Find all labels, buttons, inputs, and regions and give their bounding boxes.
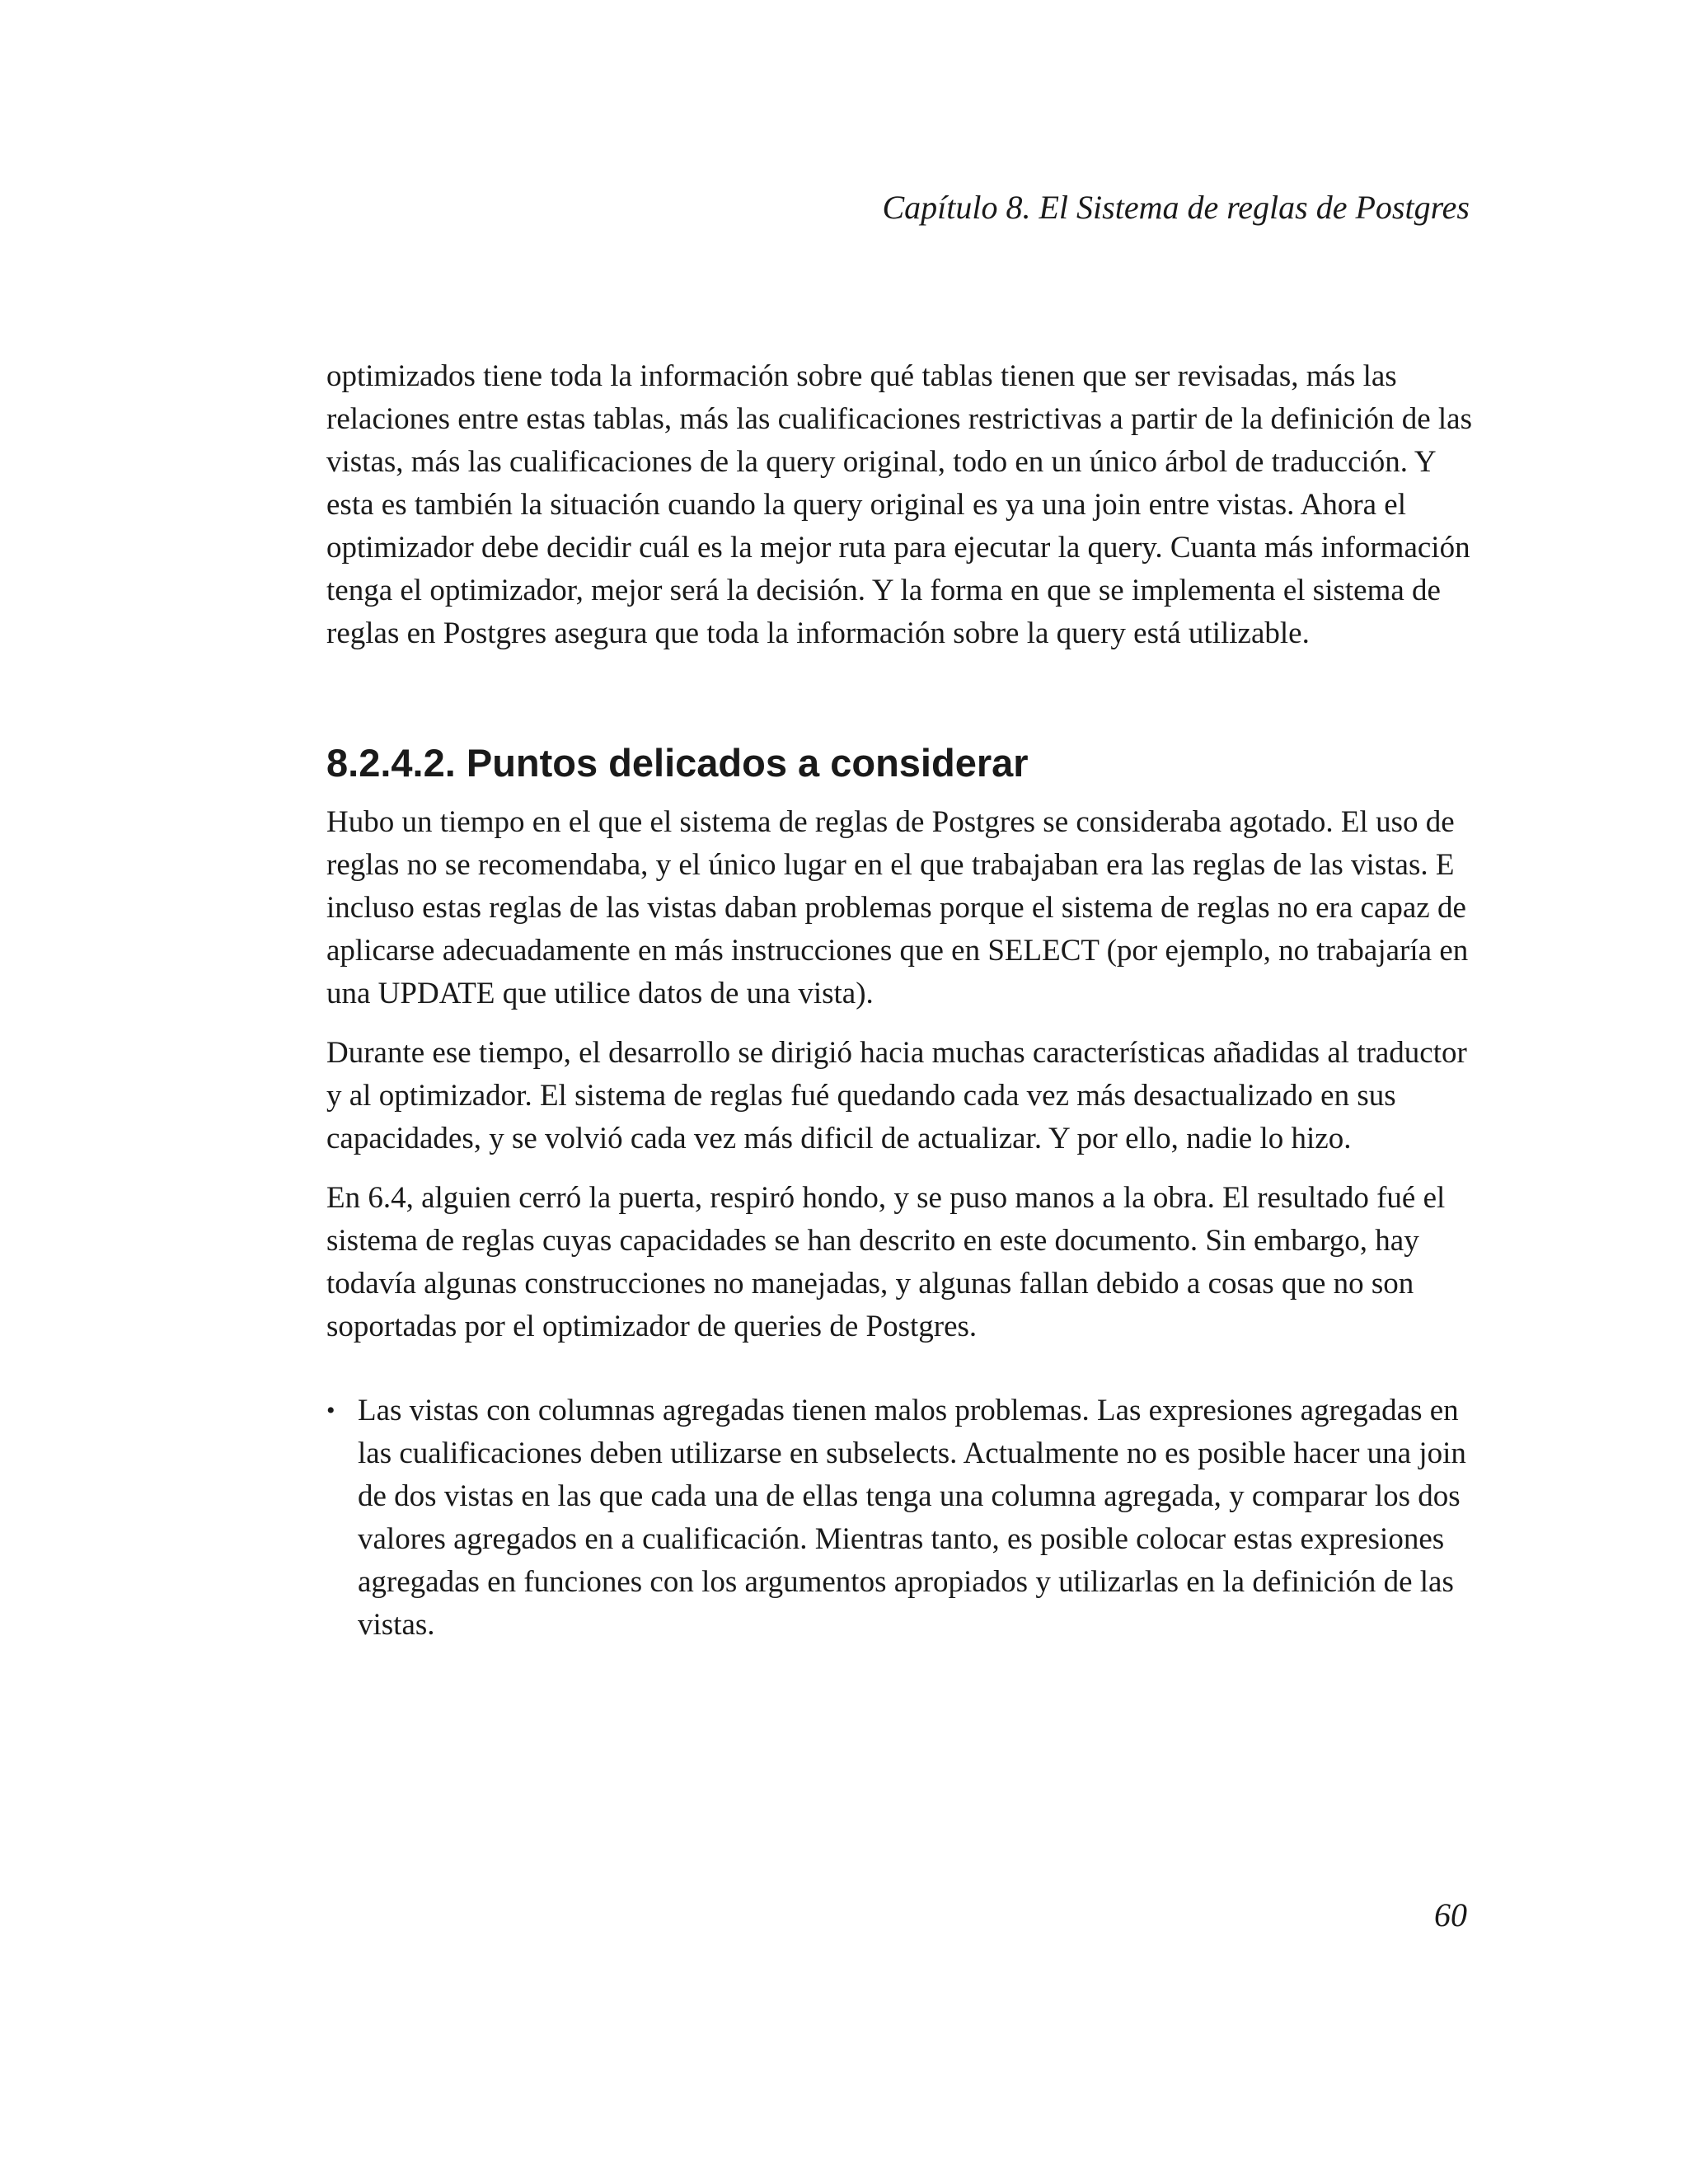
bullet-list	[326, 1390, 1480, 1647]
list-item	[326, 1390, 1480, 1647]
section-title: 8.2.4.2. Puntos delicados a considerar	[326, 741, 1029, 785]
intro-paragraph: optimizados tiene toda la información sobre qué tablas tienen que ser revisadas, más las relaciones entre estas tablas, más las cualificaciones restrictivas a partir de la definición de las vistas, más las cualificaciones de la query original, todo en un único árbol de traducción. Y esta es también la situación cuando la query original es ya una join entre vistas. Ahora el optimizador debe decidir cuál es la mejor ruta para ejecutar la query. Cuanta más información tenga el optimizador, mejor será la decisión. Y la forma en que se implementa el sistema de reglas en Postgres asegura que toda la información sobre la query está utilizable.	[326, 359, 1472, 650]
body-paragraph-2: Durante ese tiempo, el desarrollo se dirigió hacia muchas características añadidas al traductor y al optimizador. El sistema de reglas fué quedando cada vez más desactualizado en sus capacidades, y se volvió cada vez más dificil de actualizar. Y por ello, nadie lo hizo.	[326, 1036, 1467, 1155]
page-number: 60	[1434, 1896, 1467, 1933]
page-content	[326, 355, 1480, 1647]
body-paragraph-3: En 6.4, alguien cerró la puerta, respiró hondo, y se puso manos a la obra. El resultado fué el sistema de reglas cuyas capacidades se han descrito en este documento. Sin embargo, hay todavía algunas construcciones no manejadas, y algunas fallan debido a cosas que no son soportadas por el optimizador de queries de Postgres.	[326, 1181, 1446, 1343]
list-item-text: Las vistas con columnas agregadas tienen malos problemas. Las expresiones agregadas en las cualificaciones deben utilizarse en subselects. Actualmente no es posible hacer una join de dos vistas en las que cada una de ellas tenga una columna agregada, y comparar los dos valores agregados en a cualificación. Mientras tanto, es posible colocar estas expresiones agregadas en funciones con los argumentos apropiados y utilizarlas en la definición de las vistas.	[358, 1394, 1466, 1642]
bullet-icon: •	[326, 1397, 335, 1424]
body-paragraph-1: Hubo un tiempo en el que el sistema de reglas de Postgres se consideraba agotado. El uso de reglas no se recomendaba, y el único lugar en el que trabajaban era las reglas de las vistas. E incluso estas reglas de las vistas daban problemas porque el sistema de reglas no era capaz de aplicarse adecuadamente en más instrucciones que en SELECT (por ejemplo, no trabajaría en una UPDATE que utilice datos de una vista).	[326, 805, 1469, 1010]
running-header: Capítulo 8. El Sistema de reglas de Postgres	[882, 189, 1470, 226]
